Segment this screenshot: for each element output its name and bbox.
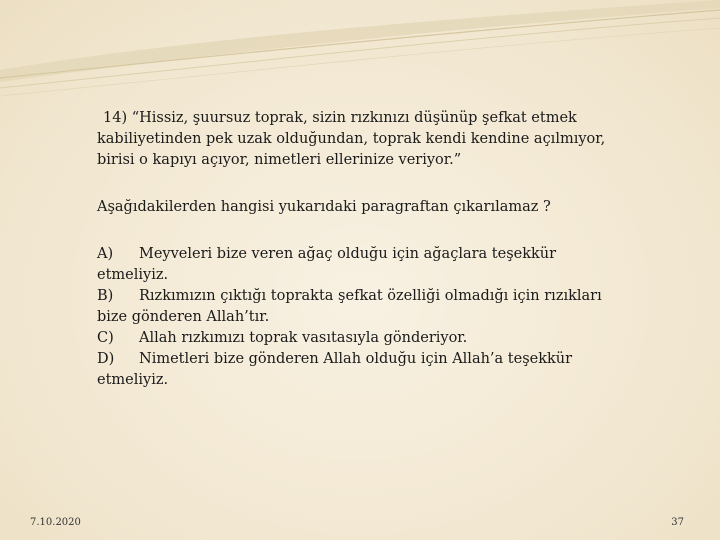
option-c <box>97 328 617 349</box>
quote-paragraph: 14) “Hissiz, şuursuz toprak, sizin rızkınızı düşünüp şefkat etmek kabiliyetinden pek uzak olduğundan, toprak kendi kendine açılmıyor, birisi o kapıyı açıyor, nimetleri ellerinize veriyor.” <box>97 110 606 168</box>
option-text: Allah rızkımızı toprak vasıtasıyla gönderiyor. <box>139 330 468 346</box>
slide-content <box>97 108 617 391</box>
option-b <box>97 286 617 328</box>
option-text: Nimetleri bize gönderen Allah olduğu için Allah’a teşekkür etmeliyiz. <box>97 351 573 388</box>
option-a <box>97 244 617 286</box>
option-text: Rızkımızın çıktığı toprakta şefkat özelliği olmadığı için rızıkları bize gönderen Allah’tır. <box>97 288 602 325</box>
decorative-swoosh <box>0 0 720 110</box>
option-letter: C) <box>97 330 114 346</box>
footer-date: 7.10.2020 <box>30 517 81 528</box>
option-letter: A) <box>97 246 114 262</box>
option-letter: B) <box>97 288 114 304</box>
page-number: 37 <box>671 517 684 528</box>
answer-options <box>97 244 617 391</box>
option-d <box>97 349 617 391</box>
question-text: Aşağıdakilerden hangisi yukarıdaki paragraftan çıkarılamaz ? <box>97 199 551 215</box>
option-letter: D) <box>97 351 115 367</box>
option-text: Meyveleri bize veren ağaç olduğu için ağaçlara teşekkür etmeliyiz. <box>97 246 557 283</box>
